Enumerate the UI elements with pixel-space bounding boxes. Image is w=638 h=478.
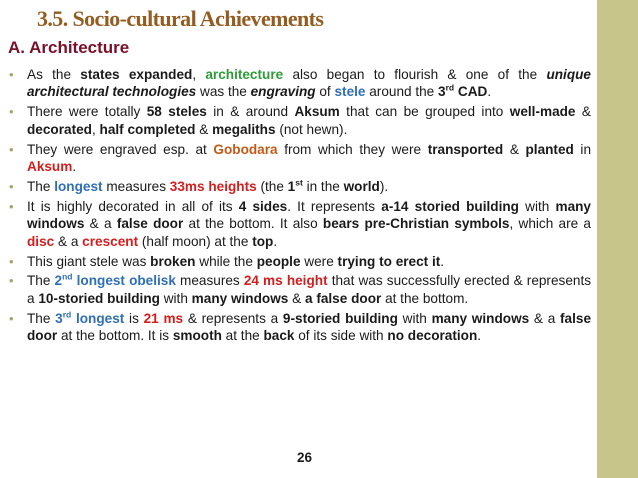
text-run: 2	[54, 273, 63, 289]
text-run: .	[440, 253, 445, 269]
section-heading: A. Architecture	[8, 38, 130, 57]
text-run: ).	[379, 178, 389, 194]
text-run: in	[573, 141, 592, 157]
text-run: (the	[256, 178, 288, 194]
bullet-marker-icon: •	[9, 67, 14, 82]
text-run: in & around	[206, 104, 295, 120]
text-run: people	[256, 253, 301, 269]
text-run: half completed	[99, 121, 196, 137]
bullet-marker-icon: •	[9, 198, 14, 214]
text-run: Gobodara	[213, 141, 278, 157]
text-run: . It represents	[287, 198, 382, 214]
text-run: .	[72, 159, 77, 175]
bullet-marker-icon: •	[9, 104, 14, 120]
text-run: no decoration	[387, 328, 478, 344]
text-run: rd	[62, 309, 72, 320]
text-run: & represents a	[183, 310, 283, 326]
text-run: Aksum	[27, 159, 73, 175]
text-run: at the	[221, 328, 264, 344]
bullet-item	[8, 272, 591, 307]
text-run: & a	[54, 233, 83, 249]
bullet-marker-icon: •	[9, 253, 14, 269]
text-run: that can be grouped into	[339, 104, 510, 120]
bullet-marker-icon: •	[9, 310, 14, 326]
text-run: ,	[192, 67, 206, 82]
text-run: st	[295, 177, 303, 188]
text-run: longest	[75, 310, 125, 326]
text-run: transported	[427, 141, 504, 157]
text-run: trying to erect it	[337, 253, 441, 269]
text-run: megaliths	[212, 121, 276, 137]
text-run: while the	[195, 253, 257, 269]
text-run: that was successfully erected & represents a	[27, 273, 592, 306]
text-run: at the bottom.	[381, 290, 469, 306]
text-run: .	[487, 84, 492, 100]
text-run: back	[263, 328, 295, 344]
bullet-item	[8, 178, 591, 195]
text-run: 9-storied building	[282, 310, 398, 326]
text-run: decorated	[27, 121, 92, 137]
text-run: Aksum	[294, 104, 340, 120]
text-run: .	[477, 328, 482, 344]
bullet-item	[8, 141, 591, 176]
text-run: around the	[365, 84, 439, 100]
text-run: The	[27, 273, 55, 289]
text-run: at the bottom. It also	[183, 216, 323, 232]
text-run: measures	[175, 273, 244, 289]
text-run: crescent	[82, 233, 139, 249]
text-run: smooth	[172, 328, 222, 344]
text-run: &	[575, 104, 591, 120]
text-run: false door	[27, 310, 592, 344]
decorative-sidebar	[597, 0, 638, 478]
bullet-item	[8, 253, 591, 270]
text-run: planted	[525, 141, 574, 157]
text-run: The	[27, 178, 55, 194]
text-run: top	[252, 233, 274, 249]
text-run: (not hewn).	[275, 121, 348, 137]
text-run: stele	[334, 84, 366, 100]
text-run: in the	[302, 178, 344, 194]
text-run: world	[343, 178, 380, 194]
text-run: disc	[27, 233, 55, 249]
text-run: They were engraved esp. at	[27, 141, 214, 157]
text-run: unique architectural technologies	[27, 67, 591, 100]
text-run: at the bottom. It is	[57, 328, 173, 344]
text-run: This giant stele was	[27, 253, 151, 269]
bullet-item	[8, 310, 591, 345]
text-run: & a	[529, 310, 561, 326]
text-run: of its side with	[294, 328, 388, 344]
bullet-marker-icon: •	[9, 178, 14, 194]
text-run: 33ms heights	[169, 178, 257, 194]
text-run: a-14 storied building	[381, 198, 519, 214]
text-run: 10-storied building	[38, 290, 160, 306]
text-run: The	[27, 310, 56, 326]
page-number: 26	[297, 450, 313, 465]
text-run: many windows	[191, 290, 289, 306]
bullet-item	[8, 103, 591, 138]
text-run: longest obelisk	[76, 273, 176, 289]
text-run: longest	[54, 178, 103, 194]
text-run: rd	[445, 82, 455, 93]
text-run: (half moon) at the	[138, 233, 253, 249]
text-run: states expanded	[80, 67, 193, 82]
text-run: 21 ms	[143, 310, 184, 326]
text-run: &	[288, 290, 305, 306]
text-run: architecture	[205, 67, 284, 82]
text-run: It is highly decorated in all of its	[27, 198, 239, 214]
text-run: from which they were	[277, 141, 428, 157]
text-run: also began to flourish & one of the	[283, 67, 547, 82]
text-run: a false door	[304, 290, 382, 306]
text-run: with	[397, 310, 432, 326]
text-run: is	[124, 310, 144, 326]
text-run: 3	[438, 84, 446, 100]
text-run: ,	[91, 121, 100, 137]
text-run: were	[300, 253, 338, 269]
text-run: false door	[116, 216, 184, 232]
text-run: with	[159, 290, 192, 306]
text-run: many windows	[27, 198, 591, 232]
text-run: &	[503, 141, 526, 157]
text-run: bears pre-Christian symbols	[322, 216, 510, 232]
text-run: broken	[150, 253, 196, 269]
text-run: 1	[287, 178, 296, 194]
text-run: , which are a	[509, 216, 591, 232]
bullet-list	[8, 66, 591, 347]
text-run: .	[273, 233, 278, 249]
text-run: with	[518, 198, 556, 214]
text-run: & a	[84, 216, 117, 232]
text-run: 3	[55, 310, 63, 326]
text-run: many windows	[431, 310, 530, 326]
slide-title: 3.5. Socio-cultural Achievements	[37, 6, 324, 31]
text-run: well-made	[509, 104, 576, 120]
text-run: 24 ms height	[243, 273, 328, 289]
text-run: engraving	[250, 84, 316, 100]
text-run: CAD	[454, 84, 488, 100]
bullet-marker-icon: •	[9, 141, 14, 157]
text-run: nd	[62, 271, 73, 282]
text-run: 4 sides	[238, 198, 288, 214]
text-run: &	[195, 121, 213, 137]
bullet-item	[8, 198, 591, 250]
bullet-marker-icon: •	[9, 273, 14, 289]
text-run: was the	[196, 84, 251, 100]
text-run: of	[315, 84, 335, 100]
bullet-item	[8, 66, 591, 101]
text-run: As the	[27, 67, 81, 82]
text-run: 58 steles	[146, 104, 207, 120]
text-run: measures	[102, 178, 170, 194]
text-run: There were totally	[27, 104, 147, 120]
